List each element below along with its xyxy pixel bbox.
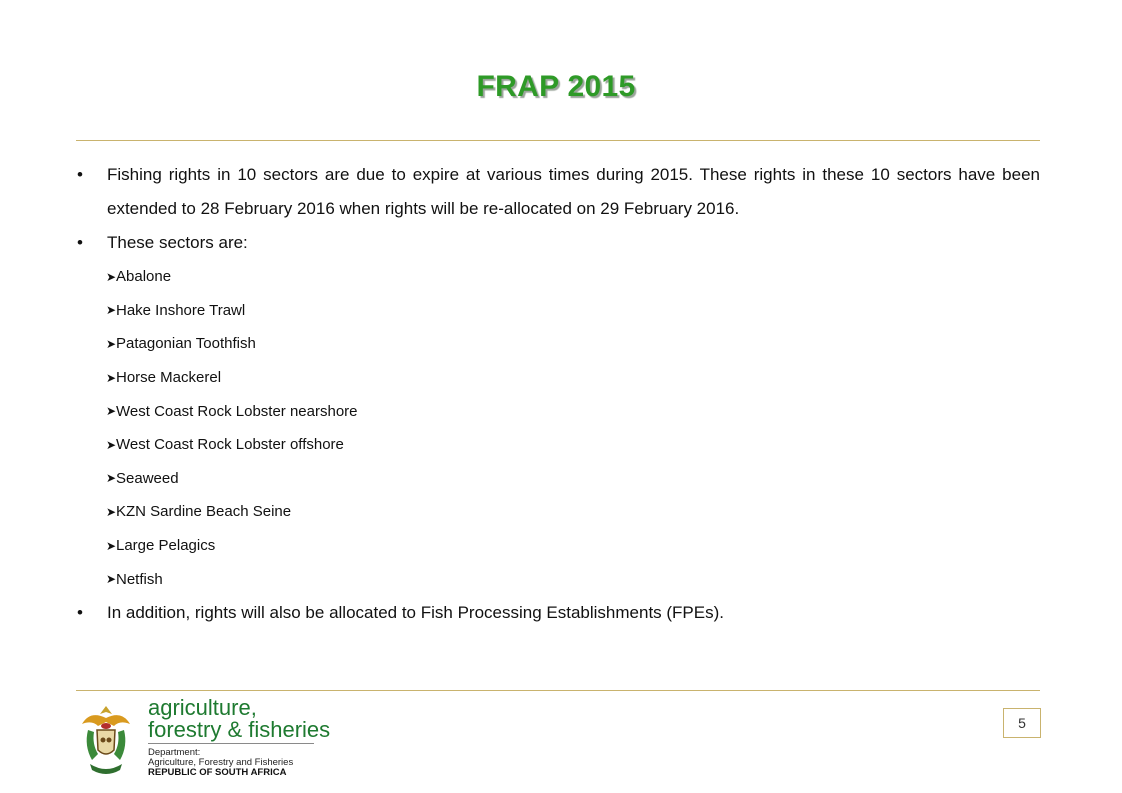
slide-content	[76, 158, 1040, 630]
list-item	[106, 529, 1040, 563]
bullet-text: Fishing rights in 10 sectors are due to expire at various times during 2015. These rights in these 10 sectors have been extended to 28 February 2016 when rights will be re-allocated on 29 February 2016.	[107, 165, 1040, 218]
sector-label: West Coast Rock Lobster offshore	[116, 436, 344, 454]
list-item	[106, 394, 1040, 428]
department-label: Department:	[148, 747, 201, 758]
arrowhead-right-icon: ➤	[106, 538, 117, 553]
list-item	[106, 294, 1040, 328]
list-item	[106, 260, 1040, 294]
sector-label: Hake Inshore Trawl	[116, 301, 246, 319]
list-item	[106, 462, 1040, 496]
page-title: FRAP 2015	[476, 70, 636, 103]
sector-label: Horse Mackerel	[116, 369, 222, 387]
logo-divider	[148, 743, 314, 744]
sector-label: Seaweed	[116, 469, 179, 487]
bullet-text: These sectors are:	[107, 233, 248, 252]
department-name: Agriculture, Forestry and Fisheries	[148, 757, 294, 768]
brand-line-2: forestry & fisheries	[148, 717, 331, 742]
bullet-item	[76, 158, 1040, 226]
bullet-dot-icon: •	[77, 165, 83, 184]
arrowhead-right-icon: ➤	[106, 269, 117, 284]
brand-line-1: agriculture,	[148, 695, 257, 720]
list-item	[106, 428, 1040, 462]
list-item	[106, 327, 1040, 361]
sector-label: Large Pelagics	[116, 537, 216, 555]
page-number: 5	[1003, 708, 1041, 738]
bullet-text: In addition, rights will also be allocated to Fish Processing Establishments (FPEs).	[107, 602, 724, 622]
top-divider	[76, 140, 1040, 141]
sector-label: KZN Sardine Beach Seine	[116, 503, 292, 521]
bullet-dot-icon: •	[77, 602, 83, 622]
arrowhead-right-icon: ➤	[106, 303, 117, 318]
coat-of-arms-icon	[76, 702, 136, 778]
bullet-item	[76, 596, 1040, 630]
sector-label: West Coast Rock Lobster nearshore	[116, 402, 358, 420]
arrowhead-right-icon: ➤	[106, 471, 117, 486]
bullet-item	[76, 226, 1040, 260]
list-item	[106, 562, 1040, 596]
sector-label: Patagonian Toothfish	[116, 335, 256, 353]
bottom-divider	[76, 690, 1040, 691]
country-name: REPUBLIC OF SOUTH AFRICA	[148, 767, 287, 778]
arrowhead-right-icon: ➤	[106, 572, 117, 587]
sector-label: Netfish	[116, 570, 163, 588]
arrowhead-right-icon: ➤	[106, 404, 117, 419]
arrowhead-right-icon: ➤	[106, 504, 117, 519]
list-item	[106, 361, 1040, 395]
arrowhead-right-icon: ➤	[106, 370, 117, 385]
arrowhead-right-icon: ➤	[106, 336, 117, 351]
arrowhead-right-icon: ➤	[106, 437, 117, 452]
bullet-dot-icon: •	[77, 233, 83, 252]
sector-label: Abalone	[116, 268, 172, 286]
sector-list	[76, 260, 1040, 596]
list-item	[106, 495, 1040, 529]
